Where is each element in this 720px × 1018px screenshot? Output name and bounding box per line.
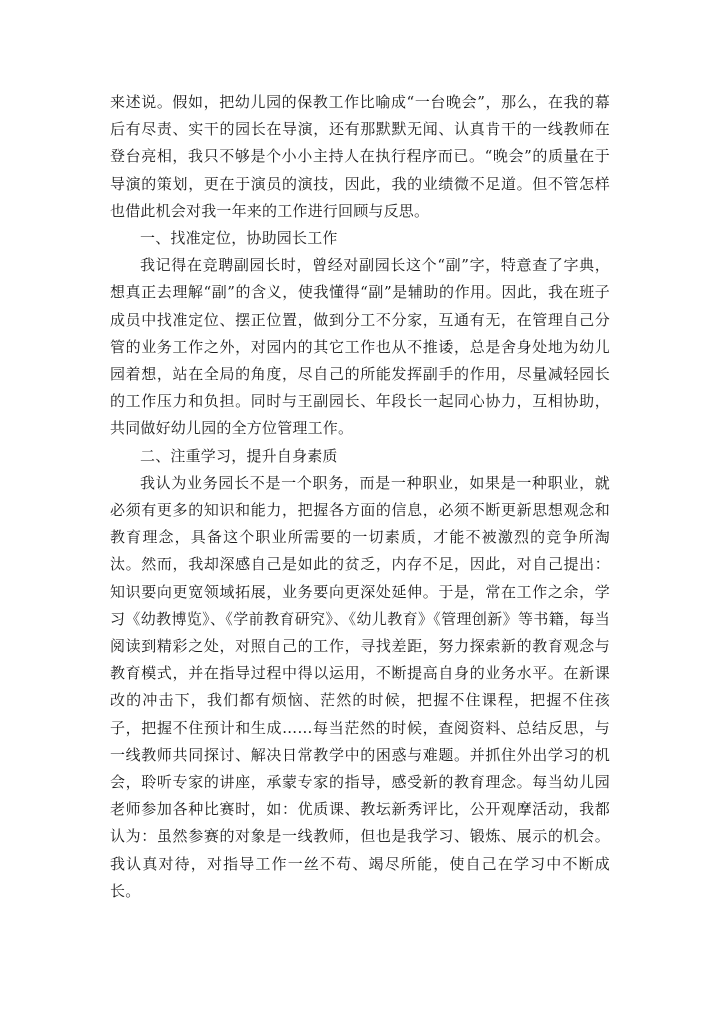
paragraph-section-2: 我认为业务园长不是一个职务，而是一种职业，如果是一种职业，就必须有更多的知识和能力，把握各方面的信息，必须不断更新思想观念和教育理念，具备这个职业所需要的一切素质，才能不被激烈的竞争所淘汰。然而，我却深感自己是如此的贫乏，内存不足，因此，对自己提出：知识要向更宽领域拓展，业务要向更深处延伸。于是，常在工作之余，学习《幼教博览》、《学前教育研究》、《幼儿教育》《管理创新》等书籍，每当阅读到精彩之处，对照自己的工作，寻找差距，努力探索新的教育观念与教育模式，并在指导过程中得以运用，不断提高自身的业务水平。在新课改的冲击下，我们都有烦恼、茫然的时候，把握不住课程，把握不住孩子，把握不住预计和生成……每当茫然的时候，查阅资料、总结反思，与一线教师共同探讨、解决日常教学中的困惑与难题。并抓住外出学习的机会，聆听专家的讲座，承蒙专家的指导，感受新的教育理念。每当幼儿园老师参加各种比赛时，如：优质课、教坛新秀评比，公开观摩活动，我都认为：虽然参赛的对象是一线教师，但也是我学习、锻炼、展示的机会。我认真对待，对指导工作一丝不苟、竭尽所能，使自己在学习中不断成长。 <box>110 473 610 900</box>
section-heading-2: 二、注重学习，提升自身素质 <box>140 446 338 465</box>
document-body <box>110 89 610 905</box>
paragraph-opening: 来述说。假如，把幼儿园的保教工作比喻成“一台晚会”，那么，在我的幕后有尽责、实干的园长在导演，还有那默默无闻、认真肯干的一线教师在登台亮相，我只不够是个小小主持人在执行程序而已。“晚会”的质量在于导演的策划，更在于演员的演技，因此，我的业绩微不足道。但不管怎样也借此机会对我一年来的工作进行回顾与反思。 <box>110 93 610 220</box>
paragraph-section-1: 我记得在竞聘副园长时，曾经对副园长这个“副”字，特意查了字典，想真正去理解“副”的含义，使我懂得“副”是辅助的作用。因此，我在班子成员中找准定位、摆正位置，做到分工不分家，互通有无，在管理自己分管的业务工作之外，对园内的其它工作也从不推诿，总是舍身处地为幼儿园着想，站在全局的角度，尽自己的所能发挥副手的作用，尽量减轻园长的工作压力和负担。同时与王副园长、年段长一起同心协力，互相协助，共同做好幼儿园的全方位管理工作。 <box>110 256 610 438</box>
section-heading-1: 一、找准定位，协助园长工作 <box>140 229 338 248</box>
